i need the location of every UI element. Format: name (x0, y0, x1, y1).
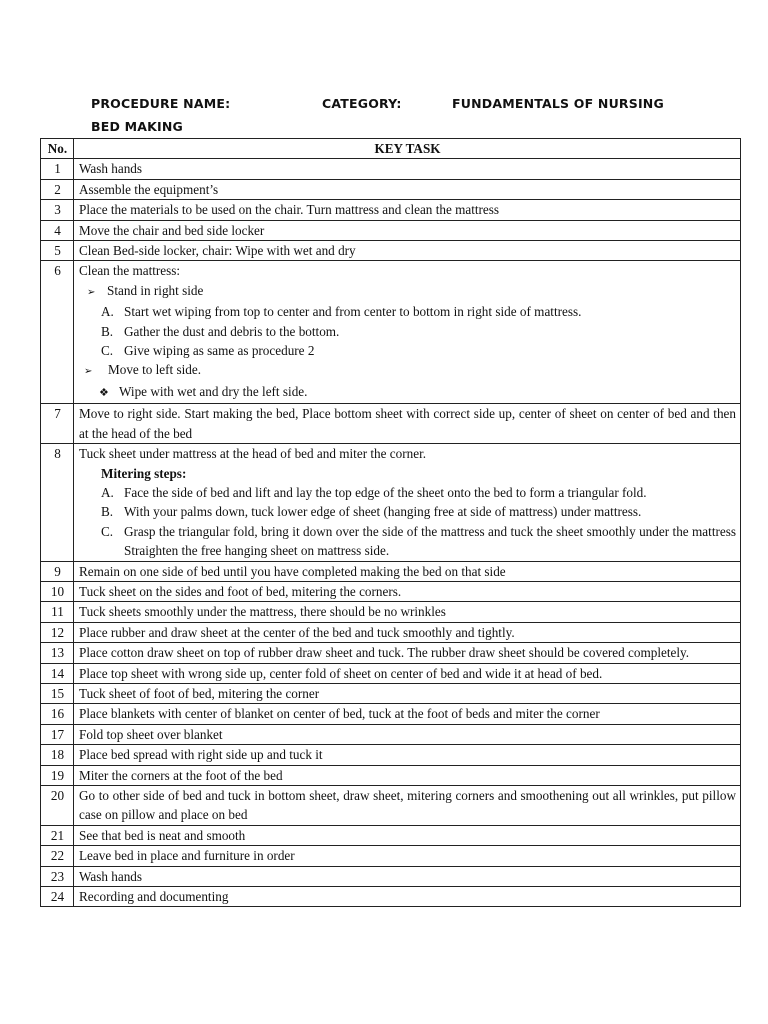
task-text: Place top sheet with wrong side up, center fold of sheet on center of bed and wide it at head of bed. (74, 663, 741, 683)
table-row (41, 200, 741, 220)
table-row (41, 220, 741, 240)
table-row (41, 825, 741, 845)
step-letter: C. (101, 343, 114, 359)
row-number: 5 (41, 241, 74, 261)
task-text: Tuck sheet of foot of bed, mitering the corner (74, 683, 741, 703)
category-label: CATEGORY: (322, 96, 402, 111)
lettered-step-c (79, 522, 736, 561)
row-number: 22 (41, 846, 74, 866)
lettered-step-a (79, 483, 736, 502)
table-row (41, 622, 741, 642)
row-number: 20 (41, 786, 74, 826)
step-text: Start wet wiping from top to center and from center to bottom in right side of mattress. (124, 304, 582, 320)
task-text: See that bed is neat and smooth (74, 825, 741, 845)
step-letter: A. (101, 484, 114, 500)
task-text: Clean Bed-side locker, chair: Wipe with wet and dry (74, 241, 741, 261)
task-text: Place rubber and draw sheet at the center of the bed and tuck smoothly and tightly. (74, 622, 741, 642)
diamond-bullet-icon: ❖ (99, 386, 109, 399)
task-text: Move the chair and bed side locker (74, 220, 741, 240)
row-number: 17 (41, 724, 74, 744)
row-number: 24 (41, 887, 74, 907)
task-text: Leave bed in place and furniture in order (74, 846, 741, 866)
table-row (41, 444, 741, 561)
task-text: Wash hands (74, 159, 741, 179)
step-letter: C. (101, 523, 114, 539)
task-text: Go to other side of bed and tuck in bottom sheet, draw sheet, mitering corners and smoothening out all wrinkles, put pillow case on pillow and place on bed (74, 786, 741, 826)
table-row (41, 745, 741, 765)
row-number: 3 (41, 200, 74, 220)
task-text: Tuck sheet under mattress at the head of bed and miter the corner. (79, 446, 427, 462)
row-number: 8 (41, 444, 74, 561)
row-number: 16 (41, 704, 74, 724)
task-text: Place blankets with center of blanket on center of bed, tuck at the foot of beds and miter the corner (74, 704, 741, 724)
row-number: 7 (41, 404, 74, 444)
table-row (41, 602, 741, 622)
procedure-name-value: BED MAKING (91, 119, 183, 134)
task-text: Recording and documenting (74, 887, 741, 907)
step-text: Give wiping as same as procedure 2 (124, 343, 315, 359)
table-row (41, 683, 741, 703)
table-row (41, 887, 741, 907)
row-number: 6 (41, 261, 74, 404)
task-text: Remain on one side of bed until you have completed making the bed on that side (74, 561, 741, 581)
lettered-step-b (79, 322, 736, 341)
row-number: 19 (41, 765, 74, 785)
arrow-bullet-icon: ➢ (87, 286, 96, 298)
task-text: Tuck sheet on the sides and foot of bed, mitering the corners. (74, 581, 741, 601)
step-text: Face the side of bed and lift and lay the top edge of the sheet onto the bed to form a triangular fold. (124, 484, 647, 500)
row-number: 11 (41, 602, 74, 622)
table-row (41, 724, 741, 744)
procedure-name-label: PROCEDURE NAME: (91, 96, 231, 111)
row-number: 15 (41, 683, 74, 703)
step-text: Gather the dust and debris to the bottom. (124, 323, 340, 339)
bullet-text: Wipe with wet and dry the left side. (119, 383, 308, 399)
task-text: Fold top sheet over blanket (74, 724, 741, 744)
row-number: 1 (41, 159, 74, 179)
row-number: 14 (41, 663, 74, 683)
row-number: 23 (41, 866, 74, 886)
row-number: 10 (41, 581, 74, 601)
key-task-table (40, 138, 741, 907)
step-text: With your palms down, tuck lower edge of sheet (hanging free at side of mattress) under mattress. (124, 504, 642, 520)
lettered-step-b (79, 502, 736, 521)
task-cell (74, 261, 741, 404)
table-row (41, 159, 741, 179)
table-row (41, 704, 741, 724)
bullet-text: Move to left side. (108, 362, 202, 378)
category-value: FUNDAMENTALS OF NURSING (452, 96, 664, 111)
diamond-bullet-item (79, 382, 736, 403)
arrow-bullet-icon: ➢ (84, 366, 93, 378)
row-number: 4 (41, 220, 74, 240)
arrow-bullet-item (79, 281, 736, 302)
step-letter: B. (101, 504, 114, 520)
table-row (41, 866, 741, 886)
step-text: Grasp the triangular fold, bring it down over the side of the mattress and tuck the sheet smoothly under the mattress Straighten the free hanging sheet on mattress side. (124, 523, 736, 559)
table-row (41, 846, 741, 866)
table-row (41, 179, 741, 199)
task-text: Place the materials to be used on the chair. Turn mattress and clean the mattress (74, 200, 741, 220)
mitering-steps-heading: Mitering steps: (101, 465, 187, 481)
table-row (41, 404, 741, 444)
column-header-no: No. (41, 139, 74, 159)
lettered-step-c (79, 341, 736, 360)
row-number: 13 (41, 643, 74, 663)
row-number: 18 (41, 745, 74, 765)
table-header-row (41, 139, 741, 159)
arrow-bullet-item (79, 360, 736, 381)
lettered-step-a (79, 302, 736, 321)
row-number: 9 (41, 561, 74, 581)
task-text: Move to right side. Start making the bed, Place bottom sheet with correct side up, center of sheet on center of bed and then at the head of the bed (74, 404, 741, 444)
step-letter: A. (101, 304, 114, 320)
table-row (41, 581, 741, 601)
task-text: Assemble the equipment’s (74, 179, 741, 199)
table-row (41, 561, 741, 581)
table-row (41, 261, 741, 404)
task-text: Miter the corners at the foot of the bed (74, 765, 741, 785)
row-number: 2 (41, 179, 74, 199)
table-row (41, 786, 741, 826)
row-number: 12 (41, 622, 74, 642)
task-cell (74, 444, 741, 561)
column-header-key-task: KEY TASK (74, 139, 741, 159)
table-row (41, 765, 741, 785)
table-row (41, 643, 741, 663)
table-row (41, 241, 741, 261)
task-text: Wash hands (74, 866, 741, 886)
task-text: Place cotton draw sheet on top of rubber draw sheet and tuck. The rubber draw sheet should be covered completely. (74, 643, 741, 663)
table-row (41, 663, 741, 683)
step-letter: B. (101, 323, 114, 339)
task-text: Clean the mattress: (79, 263, 181, 279)
task-text: Place bed spread with right side up and tuck it (74, 745, 741, 765)
task-text: Tuck sheets smoothly under the mattress, there should be no wrinkles (74, 602, 741, 622)
row-number: 21 (41, 825, 74, 845)
bullet-text: Stand in right side (107, 282, 204, 298)
